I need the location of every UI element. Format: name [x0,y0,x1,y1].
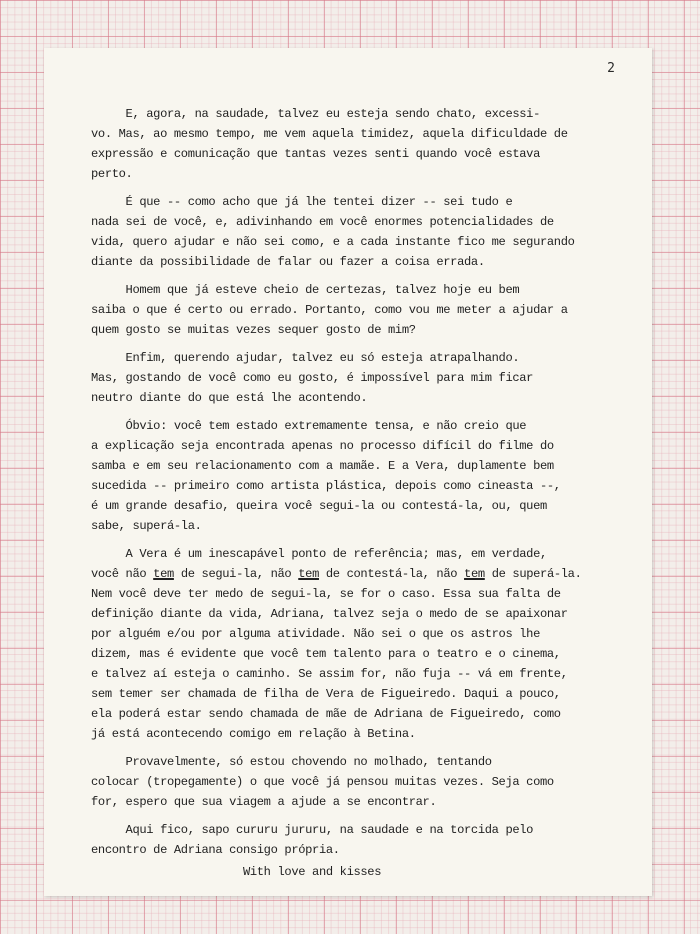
text-line: A Vera é um inescapável ponto de referência; mas, em verdade, [91,547,547,561]
text-line: diante da possibilidade de falar ou fazer a coisa errada. [91,255,485,269]
text-line: é um grande desafio, queira você segui-la ou contestá-la, ou, quem [91,499,547,513]
text-line: Mas, gostando de você como eu gosto, é impossível para mim ficar [91,371,534,385]
paragraph [91,752,631,812]
text-line: Homem que já esteve cheio de certezas, talvez hoje eu bem [91,283,520,297]
underlined-word: tem [298,567,319,581]
text-line: É que -- como acho que já lhe tentei dizer -- sei tudo e [91,195,513,209]
text-line: perto. [91,167,133,181]
text-line: a explicação seja encontrada apenas no processo difícil do filme do [91,439,554,453]
paragraph [91,544,631,744]
text-line: por alguém e/ou por alguma atividade. Não sei o que os astros lhe [91,627,540,641]
letter-body [91,104,631,882]
text-line: vida, quero ajudar e não sei como, e a cada instante fico me segurando [91,235,575,249]
paragraph [91,192,631,272]
paragraph [91,280,631,340]
paragraph [91,104,631,184]
underlined-word: tem [153,567,174,581]
closing-line: With love and kisses [91,865,382,879]
text-line: ela poderá estar sendo chamada de mãe de Adriana de Figueiredo, como [91,707,561,721]
text-line: sabe, superá-la. [91,519,202,533]
text-line: dizem, mas é evidente que você tem talento para o teatro e o cinema, [91,647,561,661]
text-line: Aqui fico, sapo cururu jururu, na saudade e na torcida pelo [91,823,534,837]
text-line: sem temer ser chamada de filha de Vera de Figueiredo. Daqui a pouco, [91,687,561,701]
text-line: Provavelmente, só estou chovendo no molhado, tentando [91,755,492,769]
text-line: e talvez aí esteja o caminho. Se assim for, não fuja -- vá em frente, [91,667,568,681]
letter-page [44,48,652,896]
text-line: Enfim, querendo ajudar, talvez eu só esteja atrapalhando. [91,351,520,365]
text-line: nada sei de você, e, adivinhando em você enormes potencialidades de [91,215,554,229]
text-line: neutro diante do que está lhe acontendo. [91,391,368,405]
text-line: você não tem de segui-la, não tem de contestá-la, não tem de superá-la. [91,567,582,581]
paragraph [91,416,631,536]
text-line: E, agora, na saudade, talvez eu esteja sendo chato, excessi- [91,107,540,121]
text-line: definição diante da vida, Adriana, talvez seja o medo de se apaixonar [91,607,568,621]
paragraph [91,348,631,408]
paragraph [91,820,631,860]
page-number: 2 [607,61,615,76]
text-line: sucedida -- primeiro como artista plástica, depois como cineasta --, [91,479,561,493]
text-line: saiba o que é certo ou errado. Portanto, como vou me meter a ajudar a [91,303,568,317]
underlined-word: tem [464,567,485,581]
text-line: quem gosto se muitas vezes sequer gosto de mim? [91,323,416,337]
closing [91,862,631,882]
text-line: for, espero que sua viagem a ajude a se encontrar. [91,795,437,809]
text-line: Óbvio: você tem estado extremamente tensa, e não creio que [91,419,527,433]
text-line: encontro de Adriana consigo própria. [91,843,340,857]
text-line: samba e em seu relacionamento com a mamãe. E a Vera, duplamente bem [91,459,554,473]
text-line: vo. Mas, ao mesmo tempo, me vem aquela timidez, aquela dificuldade de [91,127,568,141]
text-line: já está acontecendo comigo em relação à Betina. [91,727,416,741]
text-line: expressão e comunicação que tantas vezes senti quando você estava [91,147,540,161]
text-line: colocar (tropegamente) o que você já pensou muitas vezes. Seja como [91,775,554,789]
text-line: Nem você deve ter medo de segui-la, se for o caso. Essa sua falta de [91,587,561,601]
